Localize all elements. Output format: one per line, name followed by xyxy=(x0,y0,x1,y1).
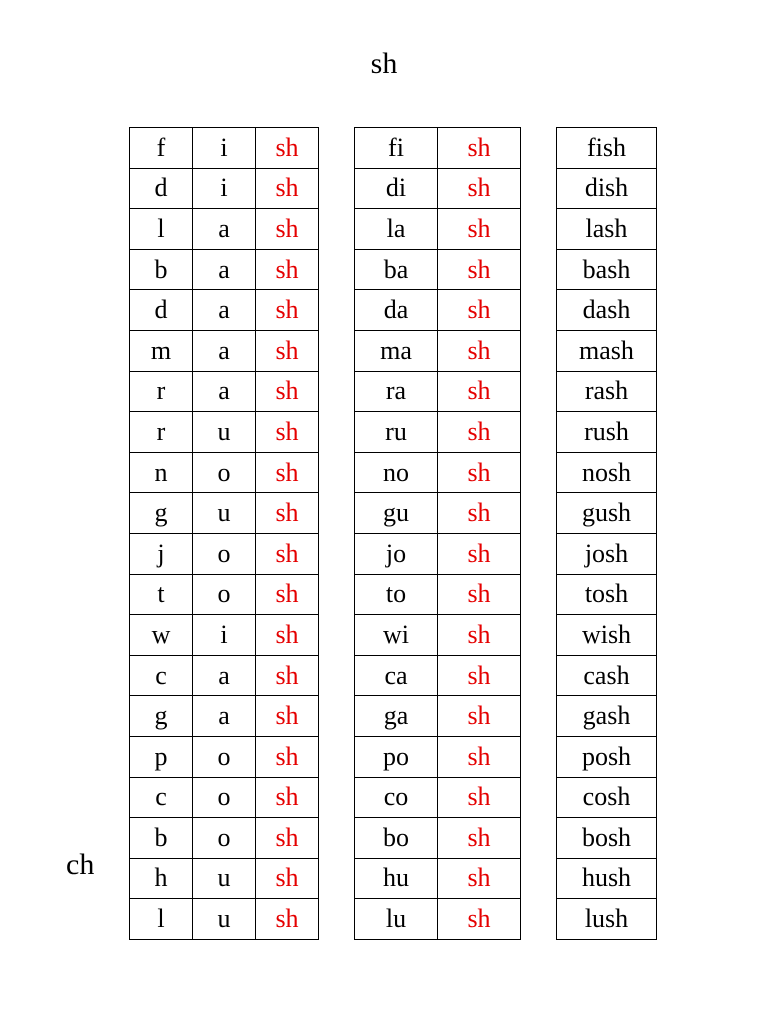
digraph-cell: sh xyxy=(256,736,319,777)
words-row xyxy=(557,168,657,209)
words-row xyxy=(557,330,657,371)
onset-letter-cell: w xyxy=(130,615,193,656)
syllable-cell: ru xyxy=(355,412,438,453)
word-cell: bash xyxy=(557,249,657,290)
ending-cell: sh xyxy=(438,574,521,615)
ending-cell: sh xyxy=(438,615,521,656)
words-row xyxy=(557,655,657,696)
word-cell: mash xyxy=(557,330,657,371)
words-row xyxy=(557,412,657,453)
ending-cell: sh xyxy=(438,655,521,696)
syllables-row xyxy=(355,574,521,615)
vowel-letter-cell: i xyxy=(193,615,256,656)
digraph-cell: sh xyxy=(256,615,319,656)
letters-row xyxy=(130,858,319,899)
onset-letter-cell: r xyxy=(130,412,193,453)
syllables-table xyxy=(354,127,521,940)
word-cell: gash xyxy=(557,696,657,737)
word-cell: rash xyxy=(557,371,657,412)
ending-cell: sh xyxy=(438,858,521,899)
onset-letter-cell: g xyxy=(130,696,193,737)
onset-letter-cell: l xyxy=(130,899,193,940)
digraph-cell: sh xyxy=(256,655,319,696)
ending-cell: sh xyxy=(438,249,521,290)
vowel-letter-cell: a xyxy=(193,209,256,250)
words-row xyxy=(557,452,657,493)
digraph-cell: sh xyxy=(256,412,319,453)
word-cell: gush xyxy=(557,493,657,534)
vowel-letter-cell: o xyxy=(193,736,256,777)
onset-letter-cell: f xyxy=(130,128,193,169)
digraph-cell: sh xyxy=(256,452,319,493)
word-cell: cash xyxy=(557,655,657,696)
onset-letter-cell: b xyxy=(130,818,193,859)
vowel-letter-cell: a xyxy=(193,696,256,737)
syllable-cell: jo xyxy=(355,533,438,574)
syllables-row xyxy=(355,371,521,412)
syllables-row xyxy=(355,777,521,818)
syllable-cell: la xyxy=(355,209,438,250)
word-cell: lash xyxy=(557,209,657,250)
ending-cell: sh xyxy=(438,736,521,777)
syllable-cell: ba xyxy=(355,249,438,290)
syllable-cell: bo xyxy=(355,818,438,859)
syllables-row xyxy=(355,493,521,534)
ending-cell: sh xyxy=(438,777,521,818)
ending-cell: sh xyxy=(438,533,521,574)
digraph-cell: sh xyxy=(256,371,319,412)
syllable-cell: wi xyxy=(355,615,438,656)
words-row xyxy=(557,493,657,534)
syllables-row xyxy=(355,168,521,209)
onset-letter-cell: n xyxy=(130,452,193,493)
ending-cell: sh xyxy=(438,330,521,371)
syllables-row xyxy=(355,899,521,940)
syllable-cell: di xyxy=(355,168,438,209)
onset-letter-cell: h xyxy=(130,858,193,899)
word-cell: dish xyxy=(557,168,657,209)
word-cell: posh xyxy=(557,736,657,777)
digraph-cell: sh xyxy=(256,858,319,899)
letters-row xyxy=(130,818,319,859)
word-cell: lush xyxy=(557,899,657,940)
digraph-cell: sh xyxy=(256,899,319,940)
words-table xyxy=(556,127,657,940)
syllable-cell: ra xyxy=(355,371,438,412)
syllable-cell: to xyxy=(355,574,438,615)
onset-letter-cell: p xyxy=(130,736,193,777)
syllable-cell: gu xyxy=(355,493,438,534)
ending-cell: sh xyxy=(438,696,521,737)
onset-letter-cell: r xyxy=(130,371,193,412)
word-cell: nosh xyxy=(557,452,657,493)
syllables-row xyxy=(355,249,521,290)
syllables-row xyxy=(355,858,521,899)
syllable-cell: po xyxy=(355,736,438,777)
letters-row xyxy=(130,777,319,818)
words-row xyxy=(557,696,657,737)
syllable-cell: ca xyxy=(355,655,438,696)
words-row xyxy=(557,290,657,331)
words-row xyxy=(557,574,657,615)
vowel-letter-cell: a xyxy=(193,655,256,696)
word-cell: dash xyxy=(557,290,657,331)
digraph-cell: sh xyxy=(256,574,319,615)
ending-cell: sh xyxy=(438,371,521,412)
onset-letter-cell: t xyxy=(130,574,193,615)
ending-cell: sh xyxy=(438,899,521,940)
vowel-letter-cell: a xyxy=(193,371,256,412)
word-cell: fish xyxy=(557,128,657,169)
digraph-cell: sh xyxy=(256,128,319,169)
vowel-letter-cell: i xyxy=(193,128,256,169)
words-row xyxy=(557,858,657,899)
letters-row xyxy=(130,168,319,209)
word-cell: bosh xyxy=(557,818,657,859)
syllable-cell: lu xyxy=(355,899,438,940)
ending-cell: sh xyxy=(438,412,521,453)
ending-cell: sh xyxy=(438,452,521,493)
ending-cell: sh xyxy=(438,493,521,534)
syllable-cell: fi xyxy=(355,128,438,169)
digraph-cell: sh xyxy=(256,818,319,859)
letters-row xyxy=(130,330,319,371)
digraph-cell: sh xyxy=(256,696,319,737)
letters-row xyxy=(130,615,319,656)
syllable-cell: co xyxy=(355,777,438,818)
word-cell: rush xyxy=(557,412,657,453)
letters-row xyxy=(130,696,319,737)
ending-cell: sh xyxy=(438,290,521,331)
digraph-cell: sh xyxy=(256,209,319,250)
syllables-row xyxy=(355,128,521,169)
vowel-letter-cell: a xyxy=(193,330,256,371)
syllable-cell: hu xyxy=(355,858,438,899)
words-row xyxy=(557,371,657,412)
words-row xyxy=(557,777,657,818)
vowel-letter-cell: u xyxy=(193,858,256,899)
words-row xyxy=(557,209,657,250)
word-cell: cosh xyxy=(557,777,657,818)
vowel-letter-cell: o xyxy=(193,533,256,574)
vowel-letter-cell: o xyxy=(193,818,256,859)
letters-row xyxy=(130,736,319,777)
letters-table xyxy=(129,127,319,940)
onset-letter-cell: d xyxy=(130,168,193,209)
vowel-letter-cell: u xyxy=(193,412,256,453)
syllable-cell: ga xyxy=(355,696,438,737)
ending-cell: sh xyxy=(438,209,521,250)
vowel-letter-cell: o xyxy=(193,452,256,493)
ending-cell: sh xyxy=(438,818,521,859)
onset-letter-cell: g xyxy=(130,493,193,534)
letters-row xyxy=(130,574,319,615)
syllable-cell: ma xyxy=(355,330,438,371)
onset-letter-cell: d xyxy=(130,290,193,331)
letters-row xyxy=(130,128,319,169)
syllables-row xyxy=(355,290,521,331)
words-row xyxy=(557,899,657,940)
letters-row xyxy=(130,249,319,290)
ending-cell: sh xyxy=(438,128,521,169)
letters-row xyxy=(130,533,319,574)
syllables-row xyxy=(355,615,521,656)
letters-row xyxy=(130,899,319,940)
syllables-row xyxy=(355,655,521,696)
word-cell: wish xyxy=(557,615,657,656)
vowel-letter-cell: u xyxy=(193,493,256,534)
vowel-letter-cell: u xyxy=(193,899,256,940)
letters-row xyxy=(130,655,319,696)
words-row xyxy=(557,249,657,290)
word-cell: hush xyxy=(557,858,657,899)
syllables-row xyxy=(355,412,521,453)
letters-row xyxy=(130,209,319,250)
digraph-cell: sh xyxy=(256,533,319,574)
letters-row xyxy=(130,290,319,331)
onset-letter-cell: c xyxy=(130,655,193,696)
words-row xyxy=(557,736,657,777)
onset-letter-cell: m xyxy=(130,330,193,371)
syllable-cell: da xyxy=(355,290,438,331)
vowel-letter-cell: o xyxy=(193,574,256,615)
syllable-cell: no xyxy=(355,452,438,493)
vowel-letter-cell: a xyxy=(193,249,256,290)
vowel-letter-cell: o xyxy=(193,777,256,818)
syllables-row xyxy=(355,533,521,574)
digraph-cell: sh xyxy=(256,168,319,209)
syllables-row xyxy=(355,736,521,777)
onset-letter-cell: c xyxy=(130,777,193,818)
words-row xyxy=(557,128,657,169)
vowel-letter-cell: i xyxy=(193,168,256,209)
side-label: ch xyxy=(66,848,95,881)
digraph-cell: sh xyxy=(256,493,319,534)
syllables-row xyxy=(355,818,521,859)
onset-letter-cell: j xyxy=(130,533,193,574)
syllables-row xyxy=(355,330,521,371)
letters-row xyxy=(130,452,319,493)
letters-row xyxy=(130,493,319,534)
syllables-row xyxy=(355,452,521,493)
digraph-cell: sh xyxy=(256,249,319,290)
page-title: sh xyxy=(370,47,398,80)
word-cell: josh xyxy=(557,533,657,574)
letters-row xyxy=(130,412,319,453)
words-row xyxy=(557,615,657,656)
digraph-cell: sh xyxy=(256,290,319,331)
onset-letter-cell: l xyxy=(130,209,193,250)
word-cell: tosh xyxy=(557,574,657,615)
onset-letter-cell: b xyxy=(130,249,193,290)
letters-row xyxy=(130,371,319,412)
ending-cell: sh xyxy=(438,168,521,209)
vowel-letter-cell: a xyxy=(193,290,256,331)
words-row xyxy=(557,533,657,574)
syllables-row xyxy=(355,696,521,737)
words-row xyxy=(557,818,657,859)
digraph-cell: sh xyxy=(256,777,319,818)
syllables-row xyxy=(355,209,521,250)
digraph-cell: sh xyxy=(256,330,319,371)
